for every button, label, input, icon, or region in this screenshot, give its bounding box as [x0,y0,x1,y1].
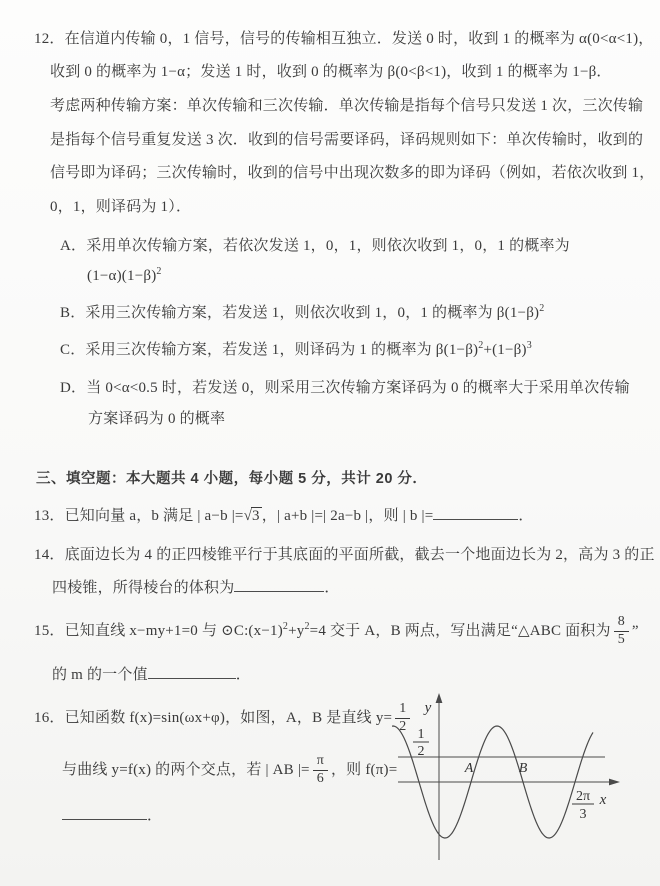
section-3-header: 三、填空题：本大题共 4 小题，每小题 5 分，共计 20 分． [36,471,428,487]
q16-line-3 [62,806,162,826]
y-axis-label: y [424,700,432,716]
q16-answer-blank [62,806,147,820]
option-c-text: C．采用三次传输方案，若发送 1，则译码为 1 的概率为 β(1−β) [60,342,479,358]
q12-stem-line-5: 信号即为译码；三次传输时，收到的信号中出现次数多的即为译码（例如，若依次收到 1， [50,165,655,181]
q14-line-2 [52,578,340,598]
q16-text-pre: 16．已知函数 f(x)=sin(ωx+φ)，如图，A，B 是直线 y= [34,710,393,726]
q12-option-a-formula [87,266,162,286]
q12-stem-line-1: 12．在信道内传输 0，1 信号，信号的传输相互独立．发送 0 时，收到 1 的概率为 α(0<α<1)， [34,31,654,47]
option-c-exponent-1: 2 [478,340,484,351]
q13-text-pre: 13．已知向量 a，b 满足 | a−b |= [34,508,244,524]
x-axis-arrow [609,779,620,786]
q12-option-d-line-1: D．当 0<α<0.5 时，若发送 0，则采用三次传输方案译码为 0 的概率大于采用单次传输 [60,380,630,396]
q12-option-c [60,340,532,360]
q15-text-mid: +y [288,623,305,639]
y-axis-arrow [436,693,443,703]
q14-answer-blank [234,578,324,592]
q16-line2-post: ，则 f(π)= [330,762,398,778]
q15-text-post: =4 交于 A，B 两点，写出满足“△ABC 面积为 [309,623,611,639]
sqrt-sign: √ [243,508,253,524]
option-b-text: B．采用三次传输方案，若发送 1，则依次收到 1，0，1 的概率为 β(1−β) [60,305,540,321]
q12-stem-line-2: 收到 0 的概率为 1−α；发送 1 时，收到 0 的概率为 β(0<β<1)，收到 1 的概率为 1−β． [50,64,612,80]
half-tick-numerator: 1 [417,727,425,742]
x-axis-label: x [599,792,607,808]
point-b-label: B [518,761,528,776]
q15-line-1 [34,613,639,649]
x-tick-denominator: 3 [579,807,587,822]
q15-end-quote: ” [631,623,639,639]
q16-period: ． [147,808,163,824]
x-tick-numerator: 2π [575,789,591,804]
fraction-1-2: $\frac{1}{2}$ [395,702,410,734]
sqrt-radicand: 3 [252,508,260,524]
q14-period: ． [324,580,340,596]
q13-line [34,506,534,526]
formula-exponent: 2 [156,266,162,277]
q15-text [34,621,611,641]
q15-exponent-1: 2 [282,621,289,632]
formula-base: (1−α)(1−β) [87,268,157,284]
q14-text: 四棱锥，所得棱台的体积为 [52,580,235,596]
q15-period: ． [235,667,251,683]
option-b-exponent: 2 [539,303,545,314]
q15-line-2 [52,665,251,685]
q12-option-d-line-2: 方案译码为 0 的概率 [88,411,226,427]
option-c-exponent-2: 3 [526,340,532,351]
half-tick-denominator: 2 [417,744,425,759]
q13-period: ． [518,508,534,524]
q12-option-b [60,303,544,323]
q13-text-post: ，| a+b |=| 2a−b |，则 | b |= [261,508,434,524]
point-a-label: A [464,761,474,776]
q15-answer-blank [148,665,236,679]
q15-line2-text: 的 m 的一个值 [52,667,148,683]
q12-stem-line-4: 是指每个信号重复发送 3 次．收到的信号需要译码，译码规则如下：单次传输时，收到的 [50,132,644,148]
q15-exponent-2: 2 [304,621,310,632]
q16-figure [392,692,659,884]
q15-text-pre: 15．已知直线 x−my+1=0 与 ⊙C:(x−1) [34,623,283,639]
q14-line-1: 14．底面边长为 4 的正四棱锥平行于其底面的平面所截，截去一个地面边长为 2，高为 3 的正 [34,547,655,563]
q16-line-1 [34,700,413,736]
q13-answer-blank [433,506,518,520]
q12-stem-line-6: 0，1，则译码为 1）． [50,199,192,215]
fraction-8-5: $\frac{8}{5}$ [614,615,629,647]
option-c-mid: +(1−β) [483,342,527,358]
q12-stem-line-3: 考虑两种传输方案：单次传输和三次传输．单次传输是指每个信号只发送 1 次，三次传输 [50,98,644,114]
fraction-pi-6: $\frac{\pi}{6}$ [313,754,328,786]
sine-graph [392,692,659,884]
q16-line2-text: 与曲线 y=f(x) 的两个交点，若 | AB |= [62,762,310,778]
q12-option-a: A．采用单次传输方案，若依次发送 1，0，1，则依次收到 1，0，1 的概率为 [60,238,570,254]
q16-line-2 [62,752,397,788]
